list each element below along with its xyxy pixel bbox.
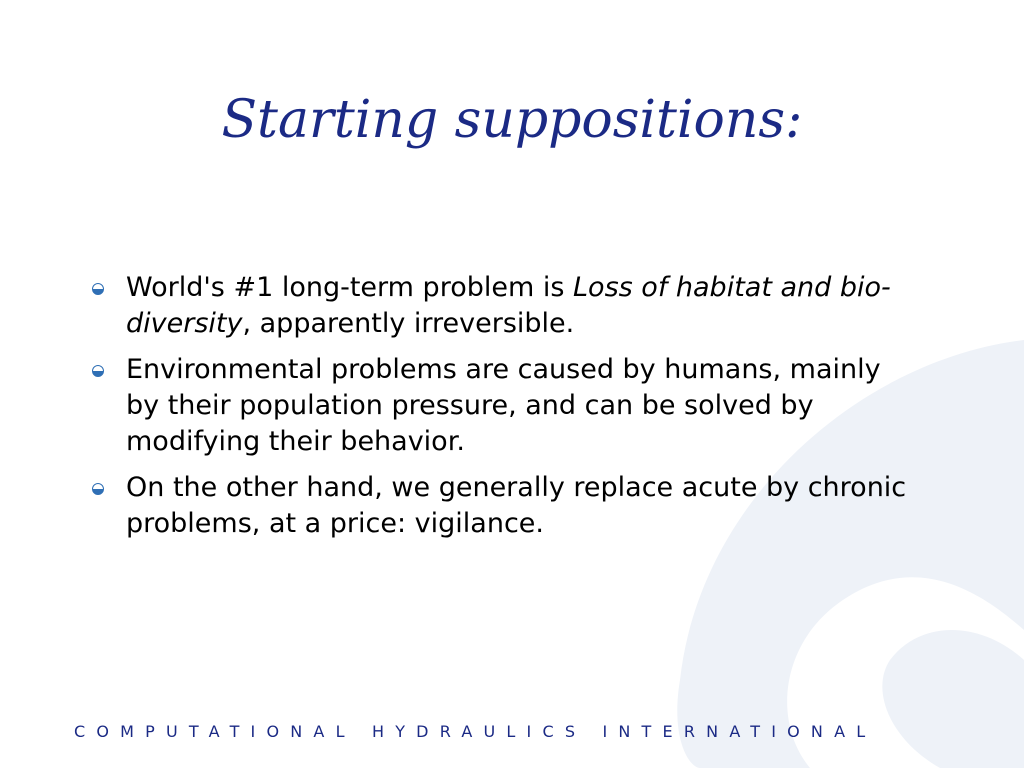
bullet-text-tail: , apparently irreversible. (242, 308, 575, 339)
round-bullet-icon (92, 483, 104, 495)
bullet-emphasis: Loss of habitat and bio-diversity (126, 272, 891, 339)
bullet-item (92, 270, 922, 342)
bullet-item (92, 470, 922, 542)
footer-company-name: COMPUTATIONAL HYDRAULICS INTERNATIONAL (74, 722, 877, 741)
round-bullet-icon (92, 283, 104, 295)
bullet-text: World's #1 long-term problem is (126, 272, 574, 303)
slide-title: Starting suppositions: (221, 90, 803, 150)
bullet-item (92, 352, 922, 460)
round-bullet-icon (92, 365, 104, 377)
bullet-text: Environmental problems are caused by humans, mainly by their population pressure, and can be solved by modifying their behavior. (126, 354, 881, 457)
bullet-text: On the other hand, we generally replace acute by chronic problems, at a price: vigilance. (126, 472, 907, 539)
bullet-list (92, 270, 922, 552)
